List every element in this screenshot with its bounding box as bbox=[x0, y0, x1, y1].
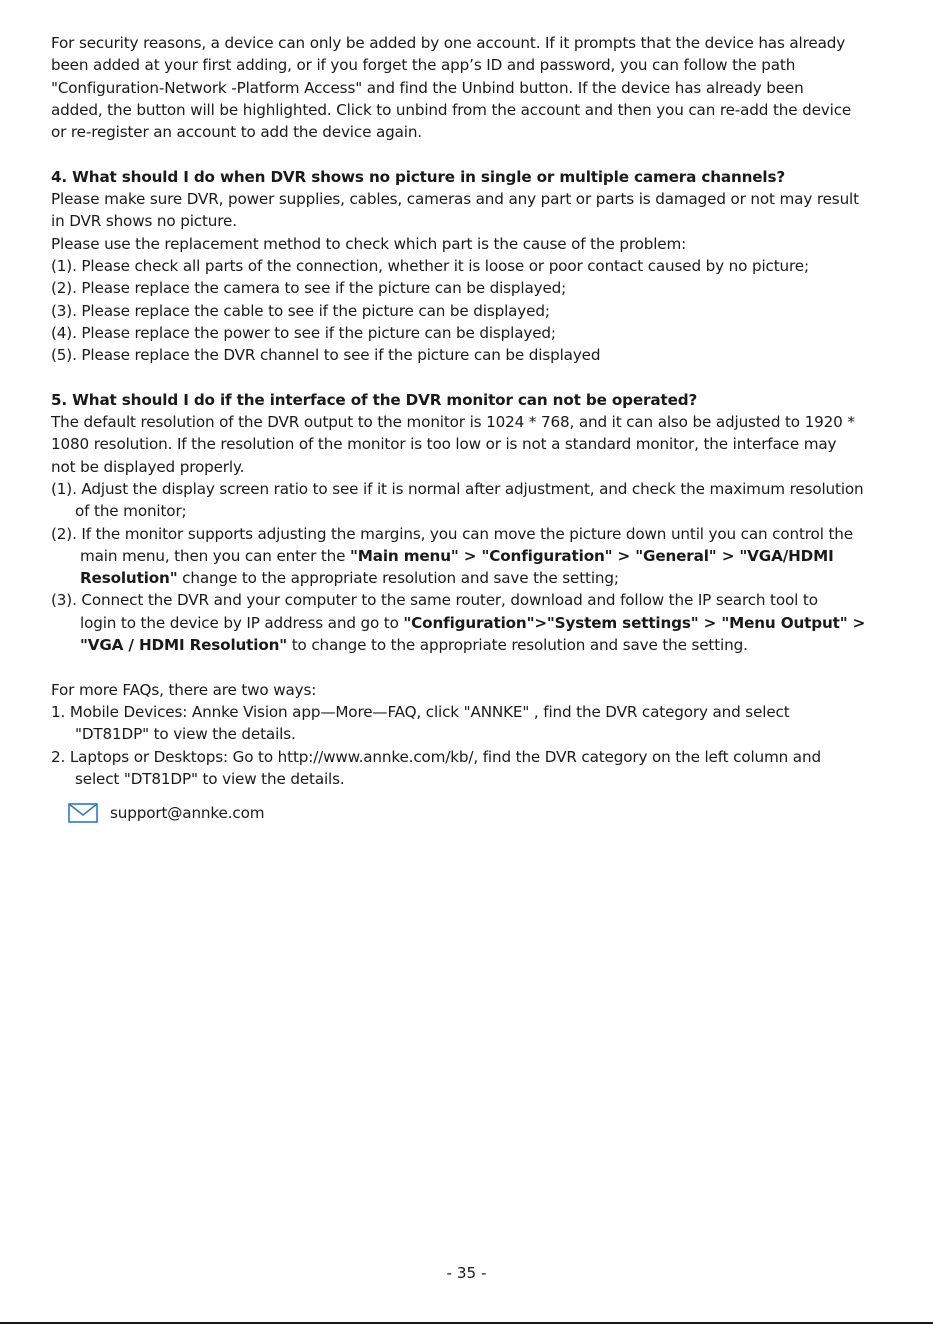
section-4-line: in DVR shows no picture. bbox=[51, 212, 237, 231]
section-5-step-1-cont: of the monitor; bbox=[75, 502, 187, 521]
menu-path-resolution: Resolution" bbox=[80, 569, 178, 588]
intro-line: "Configuration-Network -Platform Access" and find the Unbind button. If the device has already been bbox=[51, 78, 804, 97]
contact-email bbox=[51, 802, 897, 824]
faq-way-2: 2. Laptops or Desktops: Go to http://www.annke.com/kb/, find the DVR category on the left column and bbox=[51, 747, 821, 766]
section-5-step-1: (1). Adjust the display screen ratio to see if it is normal after adjustment, and check the maximum resolution bbox=[51, 479, 864, 498]
section-4-step: (2). Please replace the camera to see if the picture can be displayed; bbox=[51, 279, 567, 298]
step-2-text: change to the appropriate resolution and save the setting; bbox=[177, 569, 619, 588]
support-email[interactable]: support@annke.com bbox=[110, 804, 265, 823]
intro-line: been added at your first adding, or if you forget the app’s ID and password, you can follow the path bbox=[51, 56, 796, 75]
section-5-step-3-cont bbox=[51, 612, 897, 634]
intro-line: For security reasons, a device can only be added by one account. If it prompts that the device has already bbox=[51, 34, 846, 52]
faq-way-1-cont: "DT81DP" to view the details. bbox=[75, 725, 296, 744]
intro-line: added, the button will be highlighted. Click to unbind from the account and then you can re-add the device bbox=[51, 100, 852, 119]
section-4-step: (3). Please replace the cable to see if the picture can be displayed; bbox=[51, 301, 550, 320]
section-5-step-3-cont bbox=[51, 634, 897, 656]
section-4-line: Please make sure DVR, power supplies, cables, cameras and any part or parts is damaged or not may result bbox=[51, 190, 859, 209]
section-4-line: Please use the replacement method to check which part is the cause of the problem: bbox=[51, 234, 687, 253]
section-4-step: (1). Please check all parts of the connection, whether it is loose or poor contact caused by no picture; bbox=[51, 256, 809, 275]
menu-path-system-settings: "Configuration">"System settings" > "Menu Output" > bbox=[403, 613, 866, 632]
section-5-intro-line: The default resolution of the DVR output to the monitor is 1024 * 768, and it can also be adjusted to 1920 * bbox=[51, 413, 855, 432]
step-3-text: to change to the appropriate resolution and save the setting. bbox=[287, 636, 748, 655]
menu-path-main-menu: "Main menu" > "Configuration" > "General" > "VGA/HDMI bbox=[350, 546, 834, 565]
section-4-heading: 4. What should I do when DVR shows no picture in single or multiple camera channels? bbox=[51, 167, 786, 186]
intro-paragraph bbox=[51, 32, 897, 143]
section-4 bbox=[51, 166, 897, 367]
mail-icon bbox=[68, 803, 98, 823]
section-5-intro-line: 1080 resolution. If the resolution of the monitor is too low or is not a standard monitor, the interface may bbox=[51, 435, 837, 454]
faq-intro: For more FAQs, there are two ways: bbox=[51, 680, 317, 699]
faq-way-1: 1. Mobile Devices: Annke Vision app—More—FAQ, click "ANNKE" , find the DVR category and select bbox=[51, 702, 790, 721]
section-5-step-2-cont bbox=[51, 567, 897, 589]
menu-path-vga-hdmi: "VGA / HDMI Resolution" bbox=[80, 636, 288, 655]
document-page bbox=[51, 32, 897, 824]
section-5-step-2-cont bbox=[51, 545, 897, 567]
intro-line: or re-register an account to add the device again. bbox=[51, 123, 422, 142]
section-4-step: (4). Please replace the power to see if the picture can be displayed; bbox=[51, 323, 556, 342]
section-5-intro-line: not be displayed properly. bbox=[51, 457, 245, 476]
section-5-step-3: (3). Connect the DVR and your computer to the same router, download and follow the IP search tool to bbox=[51, 591, 818, 610]
section-4-step: (5). Please replace the DVR channel to see if the picture can be displayed bbox=[51, 346, 601, 365]
faq-way-2-cont: select "DT81DP" to view the details. bbox=[75, 769, 345, 788]
page-number: - 35 - bbox=[446, 1264, 487, 1282]
spacer bbox=[51, 656, 897, 678]
section-5-heading: 5. What should I do if the interface of the DVR monitor can not be operated? bbox=[51, 390, 698, 409]
faq-section bbox=[51, 679, 897, 790]
step-2-text: main menu, then you can enter the bbox=[80, 546, 351, 565]
step-3-text: login to the device by IP address and go to bbox=[80, 613, 404, 632]
section-5 bbox=[51, 389, 897, 657]
section-5-step-2: (2). If the monitor supports adjusting the margins, you can move the picture down until you can control the bbox=[51, 524, 853, 543]
